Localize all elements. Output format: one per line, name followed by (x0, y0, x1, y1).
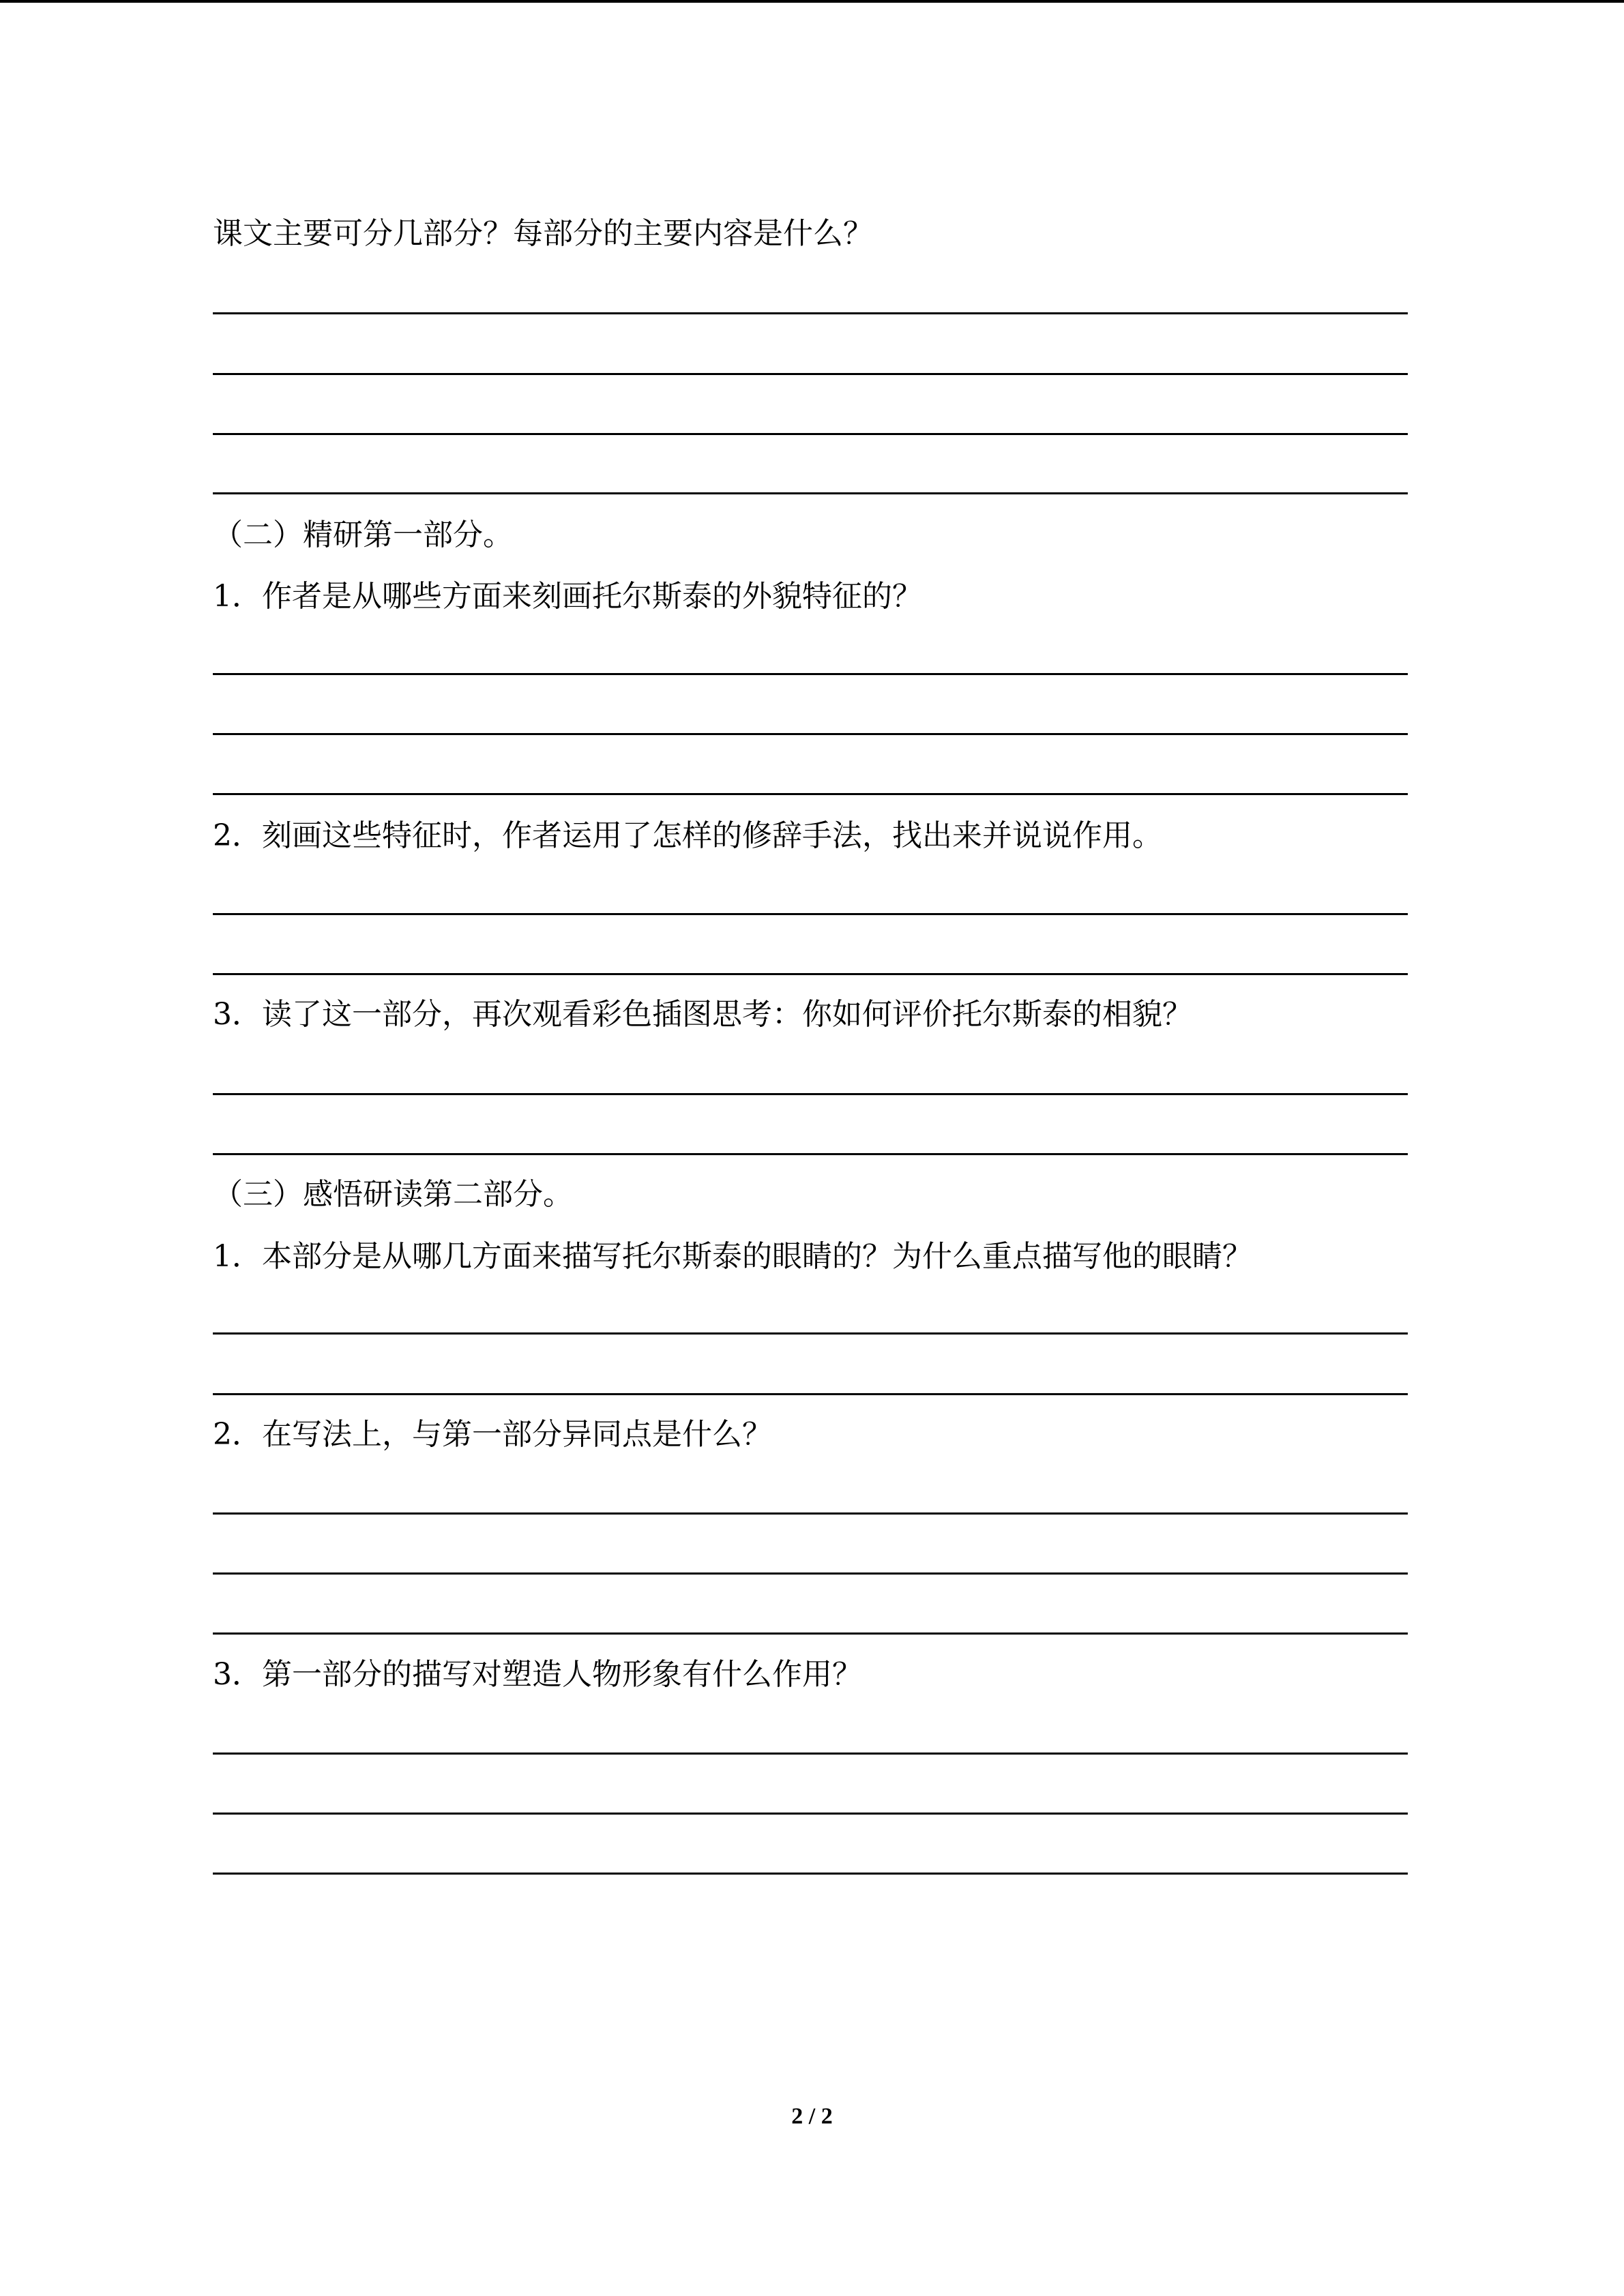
answer-line[interactable] (213, 433, 1408, 435)
answer-line[interactable] (213, 1512, 1408, 1515)
answer-line[interactable] (213, 793, 1408, 795)
answer-line[interactable] (213, 373, 1408, 375)
question-2-2: 2．刻画这些特征时，作者运用了怎样的修辞手法，找出来并说说作用。 (213, 818, 1162, 853)
answer-line[interactable] (213, 733, 1408, 735)
answer-line[interactable] (213, 973, 1408, 975)
answer-line[interactable] (213, 1813, 1408, 1815)
question-main-parts: 课文主要可分几部分？每部分的主要内容是什么？ (213, 216, 873, 251)
answer-line[interactable] (213, 312, 1408, 314)
answer-line[interactable] (213, 673, 1408, 675)
page-number: 2 / 2 (791, 2104, 833, 2129)
section-heading-2: （二）精研第一部分。 (213, 518, 513, 552)
answer-line[interactable] (213, 1753, 1408, 1755)
answer-line[interactable] (213, 1153, 1408, 1155)
question-3-2: 2．在写法上，与第一部分异同点是什么？ (213, 1417, 772, 1452)
answer-line[interactable] (213, 1572, 1408, 1575)
question-3-3: 3．第一部分的描写对塑造人物形象有什么作用？ (213, 1657, 862, 1692)
answer-line[interactable] (213, 1873, 1408, 1875)
section-heading-3: （三）感悟研读第二部分。 (213, 1177, 573, 1212)
answer-line[interactable] (213, 1393, 1408, 1395)
answer-line[interactable] (213, 913, 1408, 915)
answer-line[interactable] (213, 1093, 1408, 1095)
question-2-1: 1．作者是从哪些方面来刻画托尔斯泰的外貌特征的？ (213, 579, 922, 614)
top-border (0, 0, 1624, 3)
question-3-1: 1．本部分是从哪几方面来描写托尔斯泰的眼睛的？为什么重点描写他的眼睛？ (213, 1239, 1252, 1274)
answer-line[interactable] (213, 1332, 1408, 1335)
answer-line[interactable] (213, 1632, 1408, 1635)
question-2-3: 3．读了这一部分，再次观看彩色插图思考：你如何评价托尔斯泰的相貌？ (213, 997, 1192, 1032)
answer-line[interactable] (213, 492, 1408, 494)
